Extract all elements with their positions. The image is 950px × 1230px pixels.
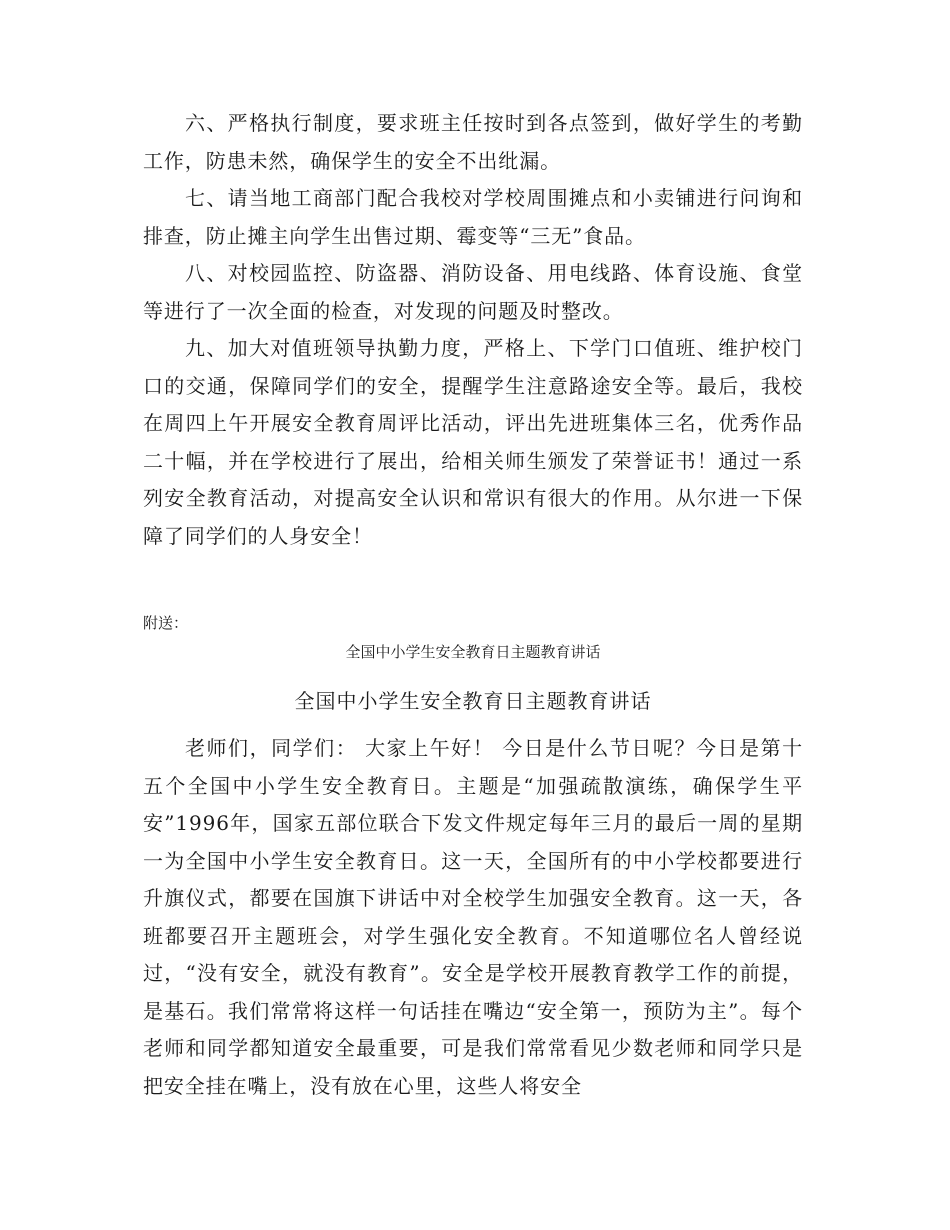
- speech-paragraph: 老师们，同学们： 大家上午好！ 今日是什么节日呢？今日是第十五个全国中小学生安全教育日。主题是“加强疏散演练，确保学生平安”1996年，国家五部位联合下发文件规定每年三月的最后一周的星期一为全国中小学生安全教育日。这一天，全国所有的中小学校都要进行升旗仪式，都要在国旗下讲话中对全校学生加强安全教育。这一天，各班都要召开主题班会，对学生强化安全教育。不知道哪位名人曾经说过，“没有安全，就没有教育”。安全是学校开展教育教学工作的前提，是基石。我们常常将这样一句话挂在嘴边“安全第一，预防为主”。每个老师和同学都知道安全最重要，可是我们常常看见少数老师和同学只是把安全挂在嘴上，没有放在心里，这些人将安全: [143, 736, 803, 1098]
- appendix-small-title: 全国中小学生安全教育日主题教育讲话: [345, 643, 601, 661]
- paragraph-item-7: 七、请当地工商部门配合我校对学校周围摊点和小卖铺进行问询和排查，防止摊主向学生出售过期、霉变等“三无”食品。: [143, 186, 803, 248]
- paragraph-item-6: 六、严格执行制度，要求班主任按时到各点签到，做好学生的考勤工作，防患未然，确保学生的安全不出纰漏。: [143, 111, 803, 173]
- paragraph-item-9: 九、加大对值班领导执勤力度，严格上、下学门口值班、维护校门口的交通，保障同学们的安全，提醒学生注意路途安全等。最后，我校在周四上午开展安全教育周评比活动，评出先进班集体三名，优秀作品二十幅，并在学校进行了展出，给相关师生颁发了荣誉证书！通过一系列安全教育活动，对提高安全认识和常识有很大的作用。从尔进一下保障了同学们的人身安全！: [143, 336, 803, 548]
- paragraph-item-8: 八、对校园监控、防盗器、消防设备、用电线路、体育设施、食堂等进行了一次全面的检查，对发现的问题及时整改。: [143, 261, 803, 323]
- appendix-title: 全国中小学生安全教育日主题教育讲话: [294, 689, 652, 713]
- appendix-label: 附送：: [143, 614, 189, 632]
